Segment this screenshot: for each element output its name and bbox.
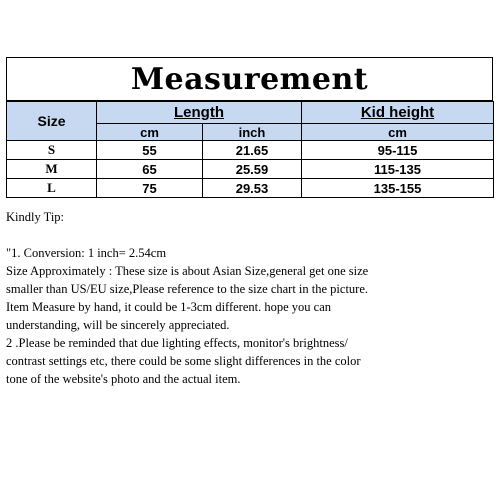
size-chart-table — [6, 101, 494, 198]
tip-line: tone of the website's photo and the actual item. — [6, 372, 241, 386]
table-row — [7, 141, 494, 160]
length-cm-cell: 75 — [97, 179, 203, 198]
kid-height-cell: 95-115 — [302, 141, 494, 160]
tip-line: contrast settings etc, there could be some slight differences in the color — [6, 354, 361, 368]
unit-length-inch: inch — [203, 124, 302, 141]
title-box — [6, 57, 493, 101]
tip-heading: Kindly Tip: — [6, 210, 65, 224]
tip-line: "1. Conversion: 1 inch= 2.54cm — [6, 246, 167, 260]
table-row — [7, 179, 494, 198]
tip-line: understanding, will be sincerely appreciated. — [6, 318, 230, 332]
length-inch-cell: 29.53 — [203, 179, 302, 198]
unit-kid-cm: cm — [302, 124, 494, 141]
size-cell: S — [7, 141, 97, 160]
length-inch-cell: 21.65 — [203, 141, 302, 160]
length-inch-cell: 25.59 — [203, 160, 302, 179]
table-header-row — [7, 102, 494, 124]
tip-line: smaller than US/EU size,Please reference to the size chart in the picture. — [6, 282, 369, 296]
table-row — [7, 160, 494, 179]
unit-length-cm: cm — [97, 124, 203, 141]
page-title: Measurement — [130, 61, 369, 97]
kid-height-column-header: Kid height — [302, 102, 494, 124]
kindly-tip-section — [6, 208, 498, 388]
length-cm-cell: 65 — [97, 160, 203, 179]
size-cell: L — [7, 179, 97, 198]
tip-spacer — [6, 226, 498, 244]
size-column-header: Size — [7, 102, 97, 141]
tip-line: Size Approximately : These size is about Asian Size,general get one size — [6, 264, 369, 278]
kid-height-cell: 115-135 — [302, 160, 494, 179]
kid-height-cell: 135-155 — [302, 179, 494, 198]
length-column-header: Length — [97, 102, 302, 124]
tip-line: Item Measure by hand, it could be 1-3cm different. hope you can — [6, 300, 332, 314]
tip-line: 2 .Please be reminded that due lighting effects, monitor's brightness/ — [6, 336, 348, 350]
length-cm-cell: 55 — [97, 141, 203, 160]
size-cell: M — [7, 160, 97, 179]
